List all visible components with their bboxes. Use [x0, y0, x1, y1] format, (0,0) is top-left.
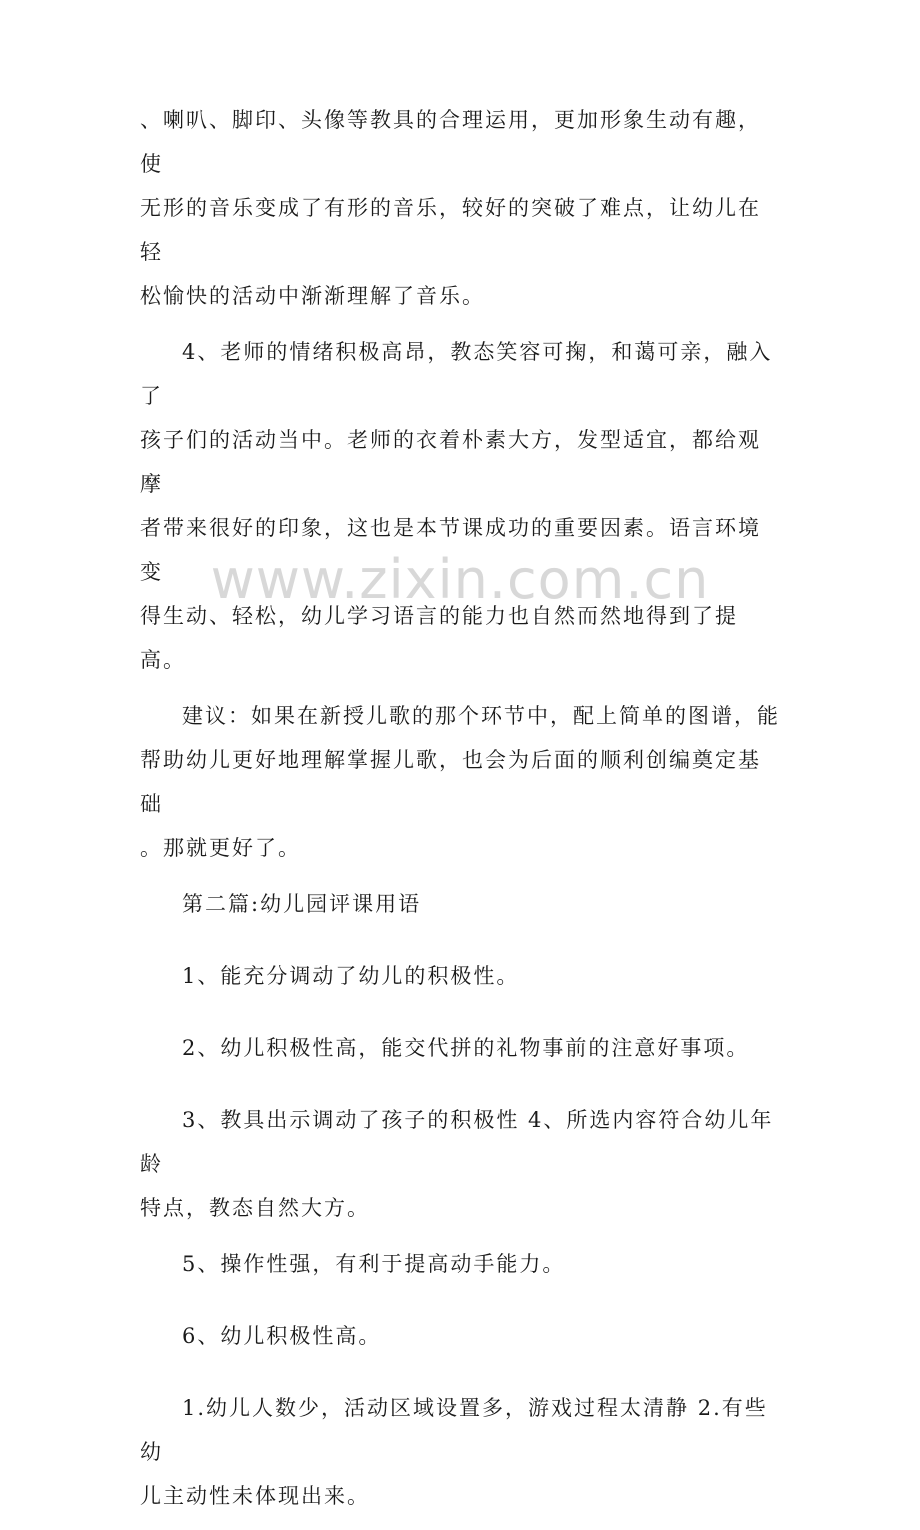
list-item	[140, 1314, 780, 1358]
watermark: www.zixin.com.cn	[210, 548, 710, 611]
text-line: 者带来很好的印象，这也是本节课成功的重要因素。语言环境变	[140, 516, 761, 584]
paragraph-teaching-aids	[140, 98, 780, 318]
text-line: 、喇叭、脚印、头像等教具的合理运用，更加形象生动有趣，使	[140, 108, 761, 176]
list-item	[140, 1026, 780, 1070]
paragraph-suggestion	[140, 694, 780, 870]
text-line: 特点，教态自然大方。	[140, 1196, 370, 1220]
list-item	[140, 1386, 780, 1518]
text-line: 帮助幼儿更好地理解掌握儿歌，也会为后面的顺利创编奠定基础	[140, 748, 761, 816]
text-line: 。那就更好了。	[140, 836, 301, 860]
text-line: 儿主动性未体现出来。	[140, 1484, 370, 1508]
text-line: 第二篇:幼儿园评课用语	[182, 892, 422, 916]
text-line: 6、幼儿积极性高。	[182, 1324, 382, 1348]
text-line: 建议：如果在新授儿歌的那个环节中，配上简单的图谱，能	[182, 704, 780, 728]
text-line: 3、教具出示调动了孩子的积极性 4、所选内容符合幼儿年龄	[140, 1108, 774, 1176]
text-line: 孩子们的活动当中。老师的衣着朴素大方，发型适宜，都给观摩	[140, 428, 761, 496]
document-body	[140, 98, 780, 1530]
list-item	[140, 954, 780, 998]
text-line: 1.幼儿人数少，活动区域设置多，游戏过程太清静 2.有些幼	[140, 1396, 768, 1464]
text-line: 5、操作性强，有利于提高动手能力。	[182, 1252, 566, 1276]
text-line: 4、老师的情绪积极高昂，教态笑容可掬，和蔼可亲，融入了	[140, 340, 773, 408]
text-line: 得生动、轻松，幼儿学习语言的能力也自然而然地得到了提高。	[140, 604, 738, 672]
section-heading	[140, 882, 780, 926]
list-item	[140, 1098, 780, 1230]
text-line: 无形的音乐变成了有形的音乐，较好的突破了难点，让幼儿在轻	[140, 196, 761, 264]
paragraph-teacher-emotion	[140, 330, 780, 682]
text-line: 1、能充分调动了幼儿的积极性。	[182, 964, 520, 988]
list-item	[140, 1242, 780, 1286]
text-line: 2、幼儿积极性高，能交代拼的礼物事前的注意好事项。	[182, 1036, 750, 1060]
text-line: 松愉快的活动中渐渐理解了音乐。	[140, 284, 485, 308]
